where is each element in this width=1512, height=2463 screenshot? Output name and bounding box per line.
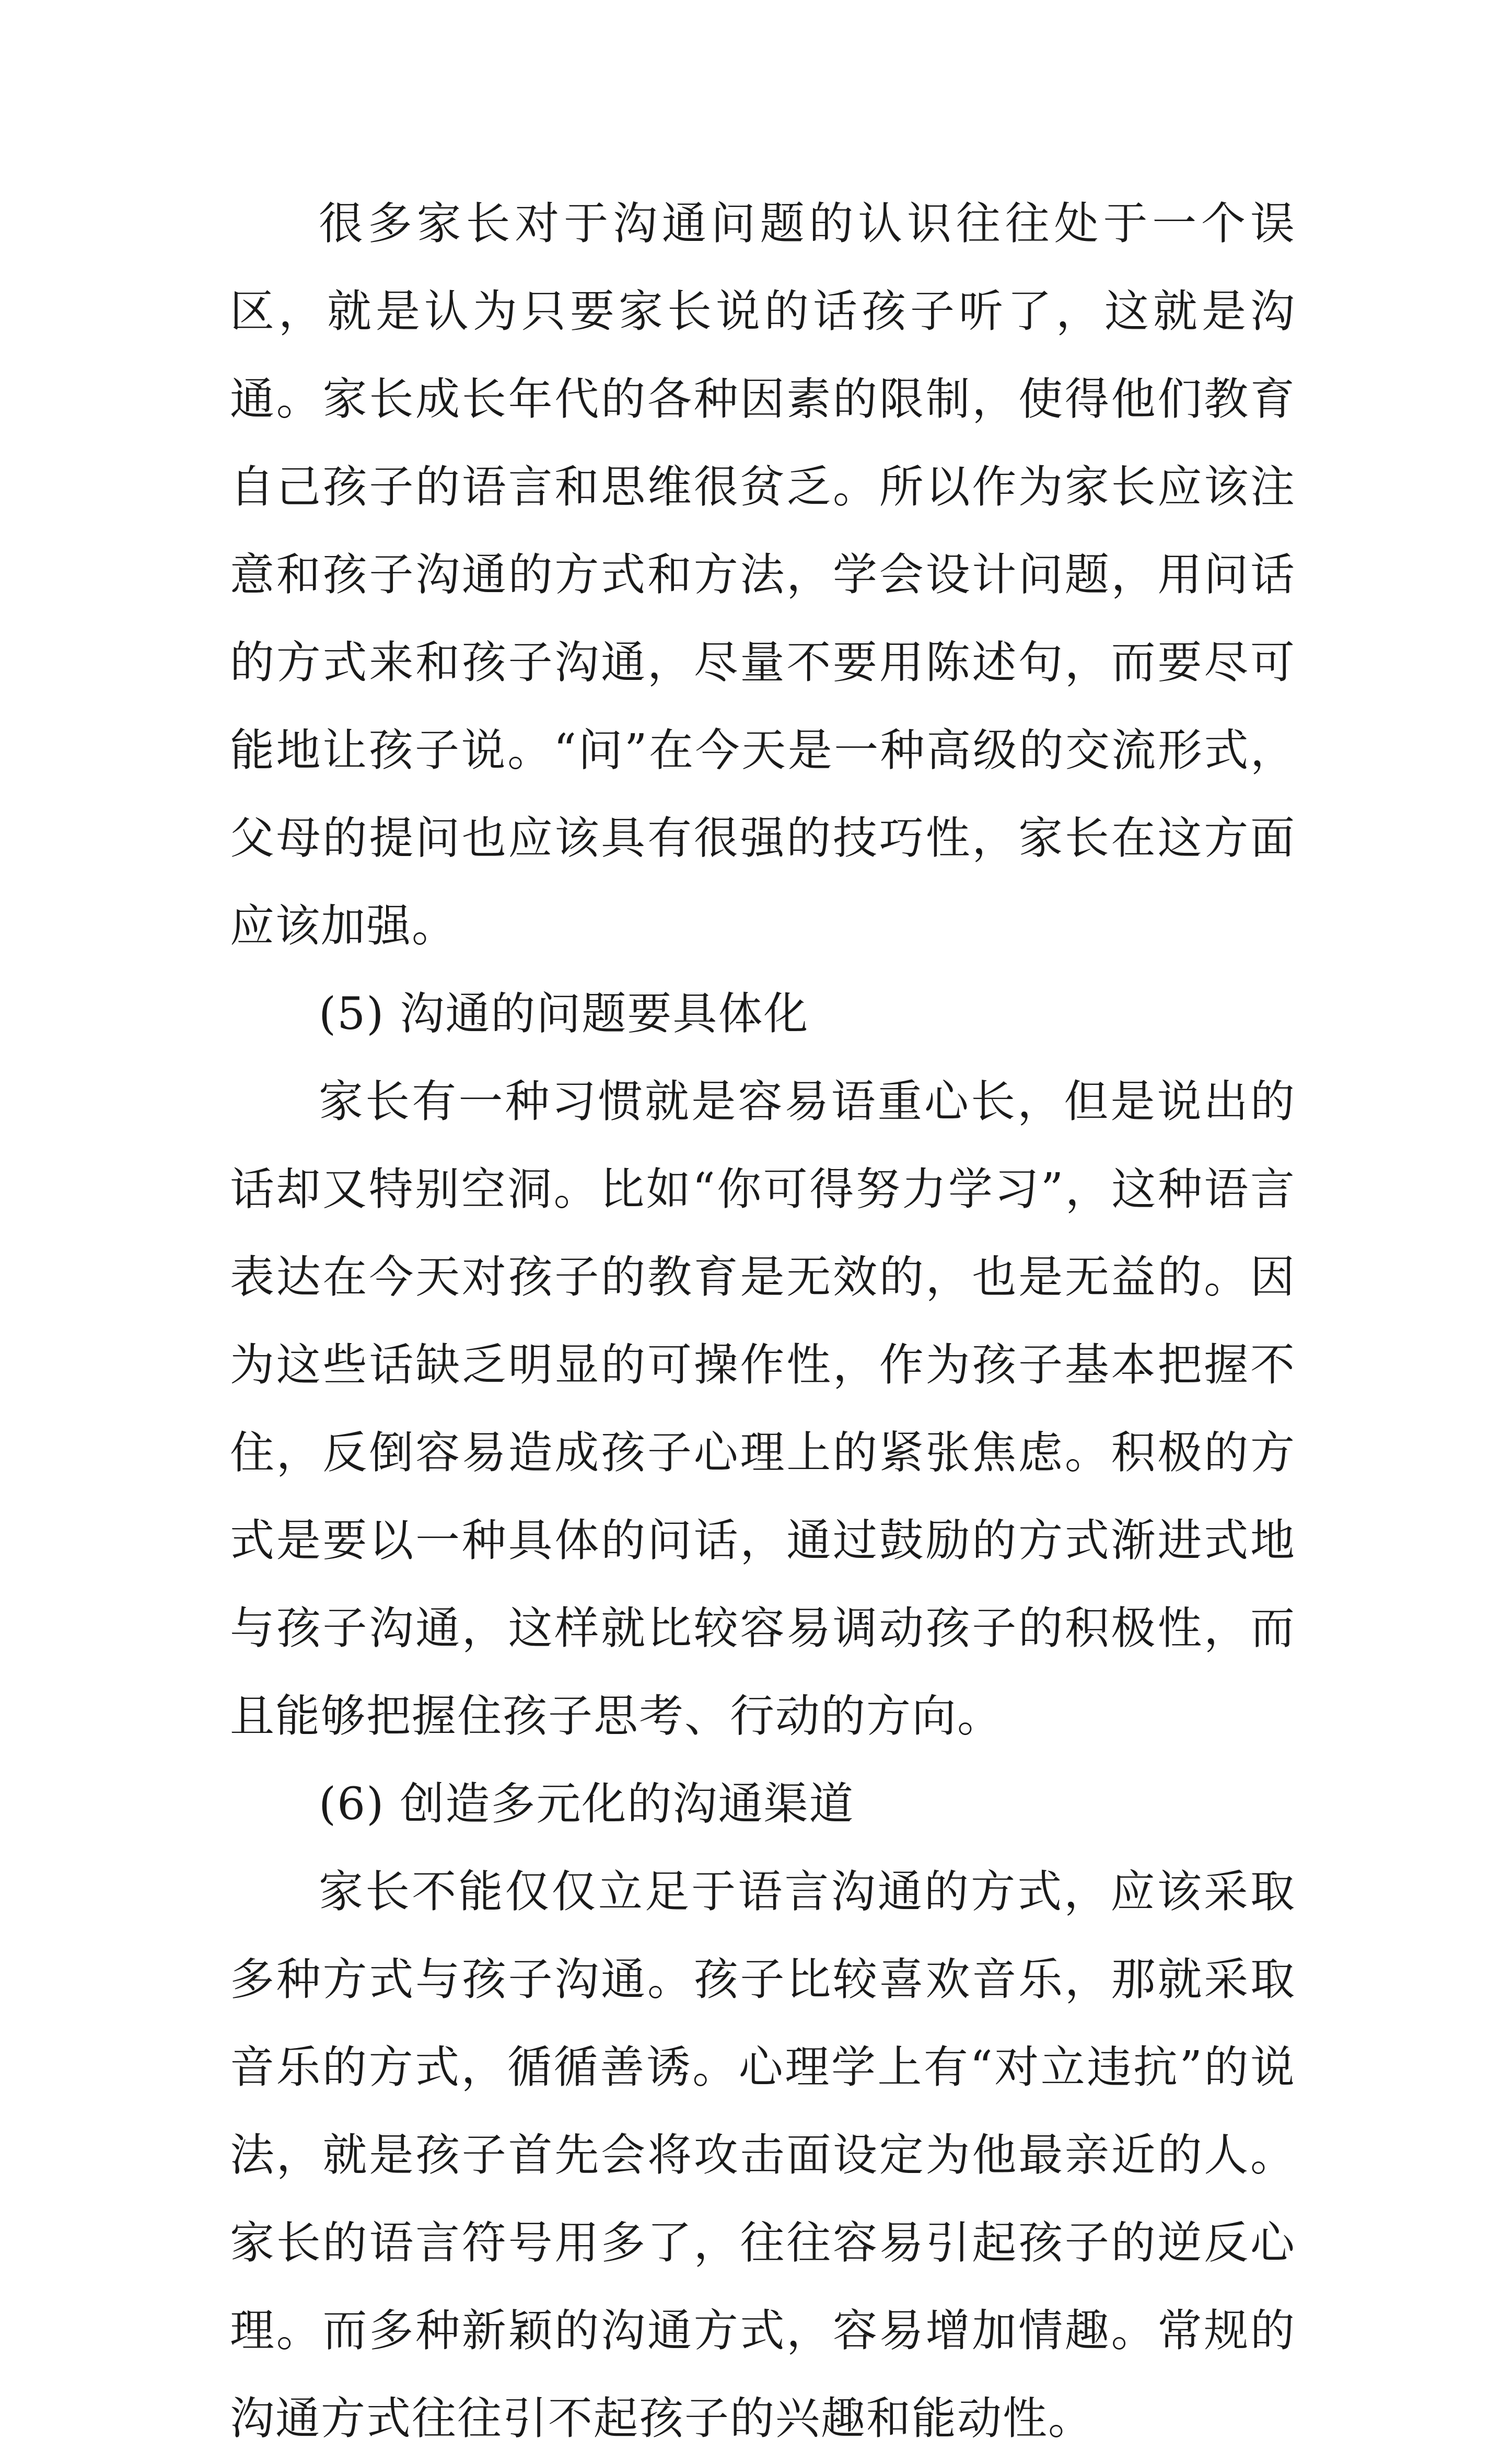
- section-heading-5: (5) 沟通的问题要具体化: [319, 988, 809, 1040]
- document-body: [230, 180, 1296, 2463]
- section-heading-6: (6) 创造多元化的沟通渠道: [319, 1778, 855, 1830]
- paragraph-communication-misconception: 很多家长对于沟通问题的认识往往处于一个误区，就是认为只要家长说的话孩子听了，这就是沟通。家长成长年代的各种因素的限制，使得他们教育自己孩子的语言和思维很贫乏。所以作为家长应该注意和孩子沟通的方式和方法，学会设计问题，用问话的方式来和孩子沟通，尽量不要用陈述句，而要尽可能地让孩子说。“问”在今天是一种高级的交流形式，父母的提问也应该具有很强的技巧性，家长在这方面应该加强。: [230, 198, 1296, 952]
- paragraph-concrete-issues: 家长有一种习惯就是容易语重心长，但是说出的话却又特别空洞。比如“你可得努力学习”，这种语言表达在今天对孩子的教育是无效的，也是无益的。因为这些话缺乏明显的可操作性，作为孩子基本把握不住，反倒容易造成孩子心理上的紧张焦虑。积极的方式是要以一种具体的问话，通过鼓励的方式渐进式地与孩子沟通，这样就比较容易调动孩子的积极性，而且能够把握住孩子思考、行动的方向。: [230, 1076, 1296, 1742]
- paragraph-diverse-channels: 家长不能仅仅立足于语言沟通的方式，应该采取多种方式与孩子沟通。孩子比较喜欢音乐，那就采取音乐的方式，循循善诱。心理学上有“对立违抗”的说法，就是孩子首先会将攻击面设定为他最亲近的人。家长的语言符号用多了，往往容易引起孩子的逆反心理。而多种新颖的沟通方式，容易增加情趣。常规的沟通方式往往引不起孩子的兴趣和能动性。: [230, 1866, 1296, 2445]
